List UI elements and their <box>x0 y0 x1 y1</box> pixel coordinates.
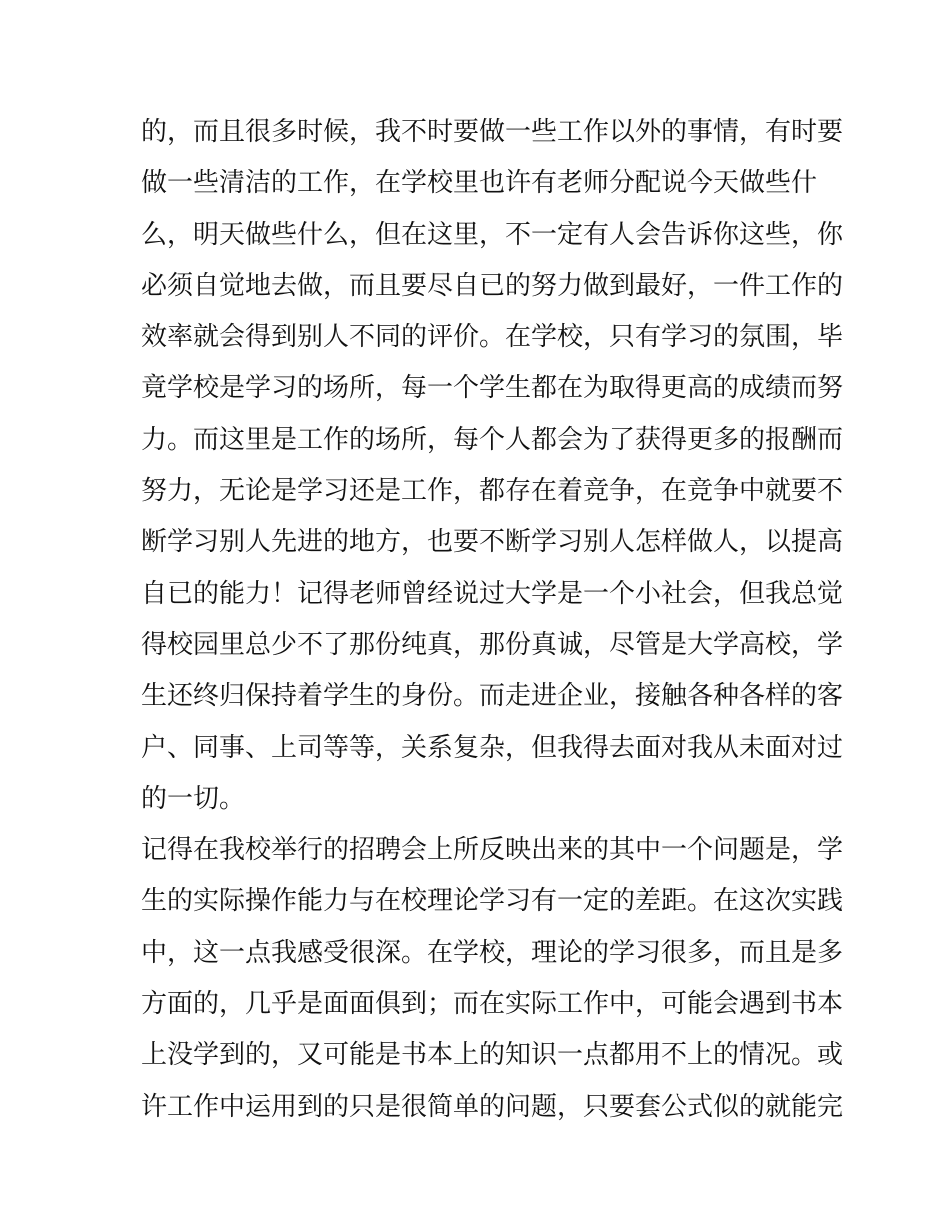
text-line-13: 户、同事、上司等等，关系复杂，但我得去面对我从未面对过 <box>141 732 844 763</box>
body-text <box>141 107 844 1133</box>
text-line-11: 得校园里总少不了那份纯真，那份真诚，尽管是大学高校，学 <box>141 629 844 660</box>
text-line-5: 效率就会得到别人不同的评价。在学校，只有学习的氛围，毕 <box>141 322 844 353</box>
text-line-8: 努力，无论是学习还是工作，都存在着竞争，在竞争中就要不 <box>141 476 844 507</box>
text-line-19: 上没学到的，又可能是书本上的知识一点都用不上的情况。或 <box>141 1040 844 1071</box>
text-line-14: 的一切。 <box>141 783 246 814</box>
text-line-7: 力。而这里是工作的场所，每个人都会为了获得更多的报酬而 <box>141 424 844 455</box>
text-line-3: 么，明天做些什么，但在这里，不一定有人会告诉你这些，你 <box>141 219 844 250</box>
text-line-1: 的，而且很多时候，我不时要做一些工作以外的事情，有时要 <box>141 117 844 147</box>
text-line-17: 中，这一点我感受很深。在学校，理论的学习很多，而且是多 <box>141 937 844 968</box>
text-line-18: 方面的，几乎是面面俱到；而在实际工作中，可能会遇到书本 <box>141 989 844 1020</box>
text-line-6: 竟学校是学习的场所，每一个学生都在为取得更高的成绩而努 <box>141 373 844 404</box>
text-line-4: 必须自觉地去做，而且要尽自已的努力做到最好，一件工作的 <box>141 270 844 301</box>
text-line-15: 记得在我校举行的招聘会上所反映出来的其中一个问题是，学 <box>141 835 844 866</box>
text-line-9: 断学习别人先进的地方，也要不断学习别人怎样做人，以提高 <box>141 527 844 558</box>
text-line-20: 许工作中运用到的只是很简单的问题，只要套公式似的就能完 <box>141 1091 844 1122</box>
text-line-12: 生还终归保持着学生的身份。而走进企业，接触各种各样的客 <box>141 681 844 712</box>
text-line-16: 生的实际操作能力与在校理论学习有一定的差距。在这次实践 <box>141 886 844 917</box>
text-line-2: 做一些清洁的工作，在学校里也许有老师分配说今天做些什 <box>141 168 818 199</box>
text-line-10: 自已的能力！记得老师曾经说过大学是一个小社会，但我总觉 <box>141 578 844 609</box>
